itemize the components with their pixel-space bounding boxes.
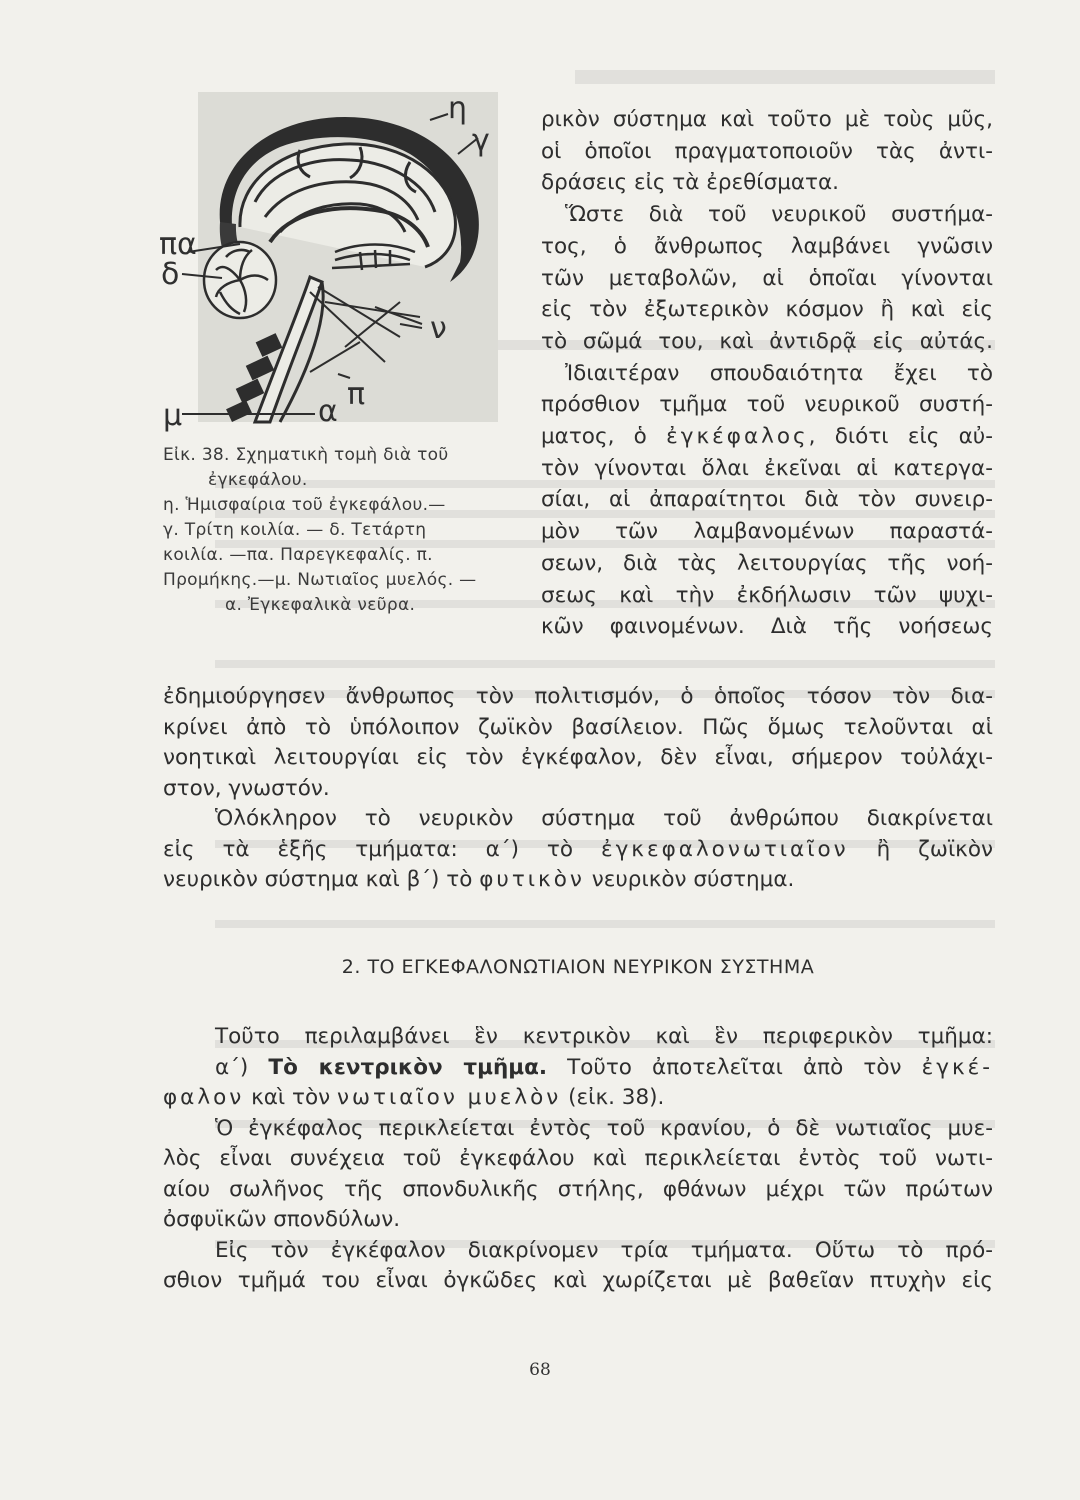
text-line: Ὁ ἐγκέφαλος περικλείεται ἐντὸς τοῦ κρανίου, ὁ δὲ νωτιαῖος μυε- xyxy=(215,1115,993,1141)
spaced-term-phytikon: φυτικὸν xyxy=(479,867,585,892)
text-line: αίου σωλῆνος τῆς σπονδυλικῆς στήλης, φθάνων μέχρι τῶν πρώτων xyxy=(163,1176,993,1202)
caption-line: γ. Τρίτη κοιλία. — δ. Τετάρτη xyxy=(163,520,427,540)
text-line: μὸν τῶν λαμβανομένων παραστά- xyxy=(541,519,993,545)
text-line xyxy=(541,421,993,453)
text-fragment: νευρικὸν σύστημα. xyxy=(591,867,795,892)
text-line: Τοῦτο περιλαμβάνει ἓν κεντρικὸν καὶ ἓν περιφερικὸν τμῆμα: xyxy=(215,1024,993,1049)
label-mu: μ xyxy=(163,398,183,433)
text-line: ρικὸν σύστημα καὶ τοῦτο μὲ τοὺς μῦς, xyxy=(541,107,993,132)
text-fragment: ἢ ζωϊκὸν xyxy=(876,836,993,862)
text-line: λὸς εἶναι συνέχεια τοῦ ἐγκεφάλου καὶ περικλείεται ἐντὸς τοῦ νωτι- xyxy=(163,1146,993,1171)
caption-line: Προμήκης.—μ. Νωτιαῖος μυελός. — xyxy=(163,570,477,590)
text-line: τος, ὁ ἄνθρωπος λαμβάνει γνῶσιν xyxy=(541,233,993,259)
text-line: κρίνει ἀπὸ τὸ ὑπόλοιπον ζωϊκὸν βασίλειον. Πῶς ὅμως τελοῦνται αἱ xyxy=(163,714,993,740)
spaced-term: φαλον xyxy=(163,1085,245,1110)
text-line: σίαι, αἱ ἀπαραίτητοι διὰ τὸν συνειρ- xyxy=(541,487,993,513)
label-gamma: γ xyxy=(472,123,490,158)
text-line xyxy=(163,1083,993,1114)
caption-line: ἐγκεφάλου. xyxy=(208,470,308,490)
label-alpha: α xyxy=(318,394,338,429)
caption-line: α. Ἐγκεφαλικὰ νεῦρα. xyxy=(225,595,416,615)
spaced-term: ἐγκέ- xyxy=(921,1054,993,1080)
text-line: ἐδημιούργησεν ἄνθρωπος τὸν πολιτισμόν, ὁ ὁποῖος τόσον τὸν δια- xyxy=(163,684,993,709)
text-line: οἱ ὁποῖοι πραγματοποιοῦν τὰς ἀντι- xyxy=(541,138,993,164)
right-column-text xyxy=(541,104,993,643)
text-line: νοητικαὶ λειτουργίαι εἰς τὸν ἐγκέφαλον, δὲν εἶναι, σήμερον τοὐλάχι- xyxy=(163,745,993,770)
text-fragment: καὶ τὸν xyxy=(251,1085,331,1110)
text-line: κῶν φαινομένων. Διὰ τῆς νοήσεως xyxy=(541,614,993,640)
text-line: σεως καὶ τὴν ἐκδήλωσιν τῶν ψυχι- xyxy=(541,582,993,608)
text-line xyxy=(163,835,993,866)
brain-figure xyxy=(160,92,525,432)
text-fragment: , διότι εἰς αὐ- xyxy=(808,424,993,450)
section-heading: 2. ΤΟ ΕΓΚΕΦΑΛΟΝΩΤΙΑΙΟΝ ΝΕΥΡΙΚΟΝ ΣΥΣΤΗΜΑ xyxy=(341,956,815,978)
text-fragment: (εἰκ. 38). xyxy=(568,1085,665,1110)
main-text-block xyxy=(163,682,993,896)
text-fragment: ματος, ὁ xyxy=(541,424,647,450)
text-line xyxy=(163,1053,993,1084)
text-fragment: Τοῦτο ἀποτελεῖται ἀπὸ τὸν xyxy=(567,1054,902,1080)
text-line: Ὁλόκληρον τὸ νευρικὸν σύστημα τοῦ ἀνθρώπου διακρίνεται xyxy=(215,806,993,831)
bold-subheading: Τὸ κεντρικὸν τμῆμα. xyxy=(268,1054,548,1080)
label-delta: δ xyxy=(161,257,180,292)
text-line: τὸν γίνονται ὅλαι ἐκεῖναι αἱ κατεργα- xyxy=(541,455,993,481)
text-line: Ἰδιαιτέραν σπουδαιότητα ἔχει τὸ xyxy=(565,360,993,386)
text-line: τῶν μεταβολῶν, αἱ ὁποῖαι γίνονται xyxy=(541,265,993,291)
text-line: σθιον τμῆμά του εἶναι ὀγκῶδες καὶ χωρίζεται μὲ βαθεῖαν πτυχὴν εἰς xyxy=(163,1268,993,1293)
caption-line: κοιλία. —πα. Παρεγκεφαλίς. π. xyxy=(163,545,433,565)
section-text-block xyxy=(163,1022,993,1297)
spaced-term-enkephalonotiaion: ἐγκεφαλονωτιαῖον xyxy=(600,836,849,862)
text-line xyxy=(163,865,993,896)
text-line: σεων, διὰ τὰς λειτουργίας τῆς νοή- xyxy=(541,550,993,576)
text-line: τὸ σῶμά του, καὶ ἀντιδρᾷ εἰς αὐτάς. xyxy=(541,328,993,354)
text-line: Εἰς τὸν ἐγκέφαλον διακρίνομεν τρία τμήματα. Οὕτω τὸ πρό- xyxy=(215,1237,993,1263)
text-line: Ὥστε διὰ τοῦ νευρικοῦ συστήμα- xyxy=(565,202,993,228)
text-line: εἰς τὸν ἐξωτερικὸν κόσμον ἢ καὶ εἰς xyxy=(541,297,993,323)
brain-cross-section-drawing xyxy=(160,92,525,432)
label-nu: ν xyxy=(430,311,447,346)
text-line: δράσεις εἰς τὰ ἐρεθίσματα. xyxy=(541,170,839,196)
text-line: πρόσθιον τμῆμα τοῦ νευρικοῦ συστή- xyxy=(541,392,993,418)
label-eta: η xyxy=(448,91,468,126)
text-fragment: α΄) xyxy=(215,1054,249,1080)
text-fragment: εἰς τὰ ἑξῆς τμήματα: α΄) τὸ xyxy=(163,836,574,862)
spaced-term-notiaios-myelos: νωτιαῖον μυελὸν xyxy=(337,1085,562,1110)
caption-line: η. Ἡμισφαίρια τοῦ ἐγκεφάλου.— xyxy=(163,495,446,515)
figure-caption xyxy=(163,443,523,618)
caption-line: Εἰκ. 38. Σχηματικὴ τομὴ διὰ τοῦ xyxy=(163,445,449,465)
text-line: ὀσφυϊκῶν σπονδύλων. xyxy=(163,1207,401,1232)
spaced-term-enkephalos: ἐγκέφαλος xyxy=(666,424,809,450)
text-fragment: νευρικὸν σύστημα καὶ β΄) τὸ xyxy=(163,867,473,892)
label-pa: πα xyxy=(159,227,197,262)
label-pi: π xyxy=(347,377,366,412)
page-number: 68 xyxy=(529,1360,551,1380)
text-line: στον, γνωστόν. xyxy=(163,775,330,801)
